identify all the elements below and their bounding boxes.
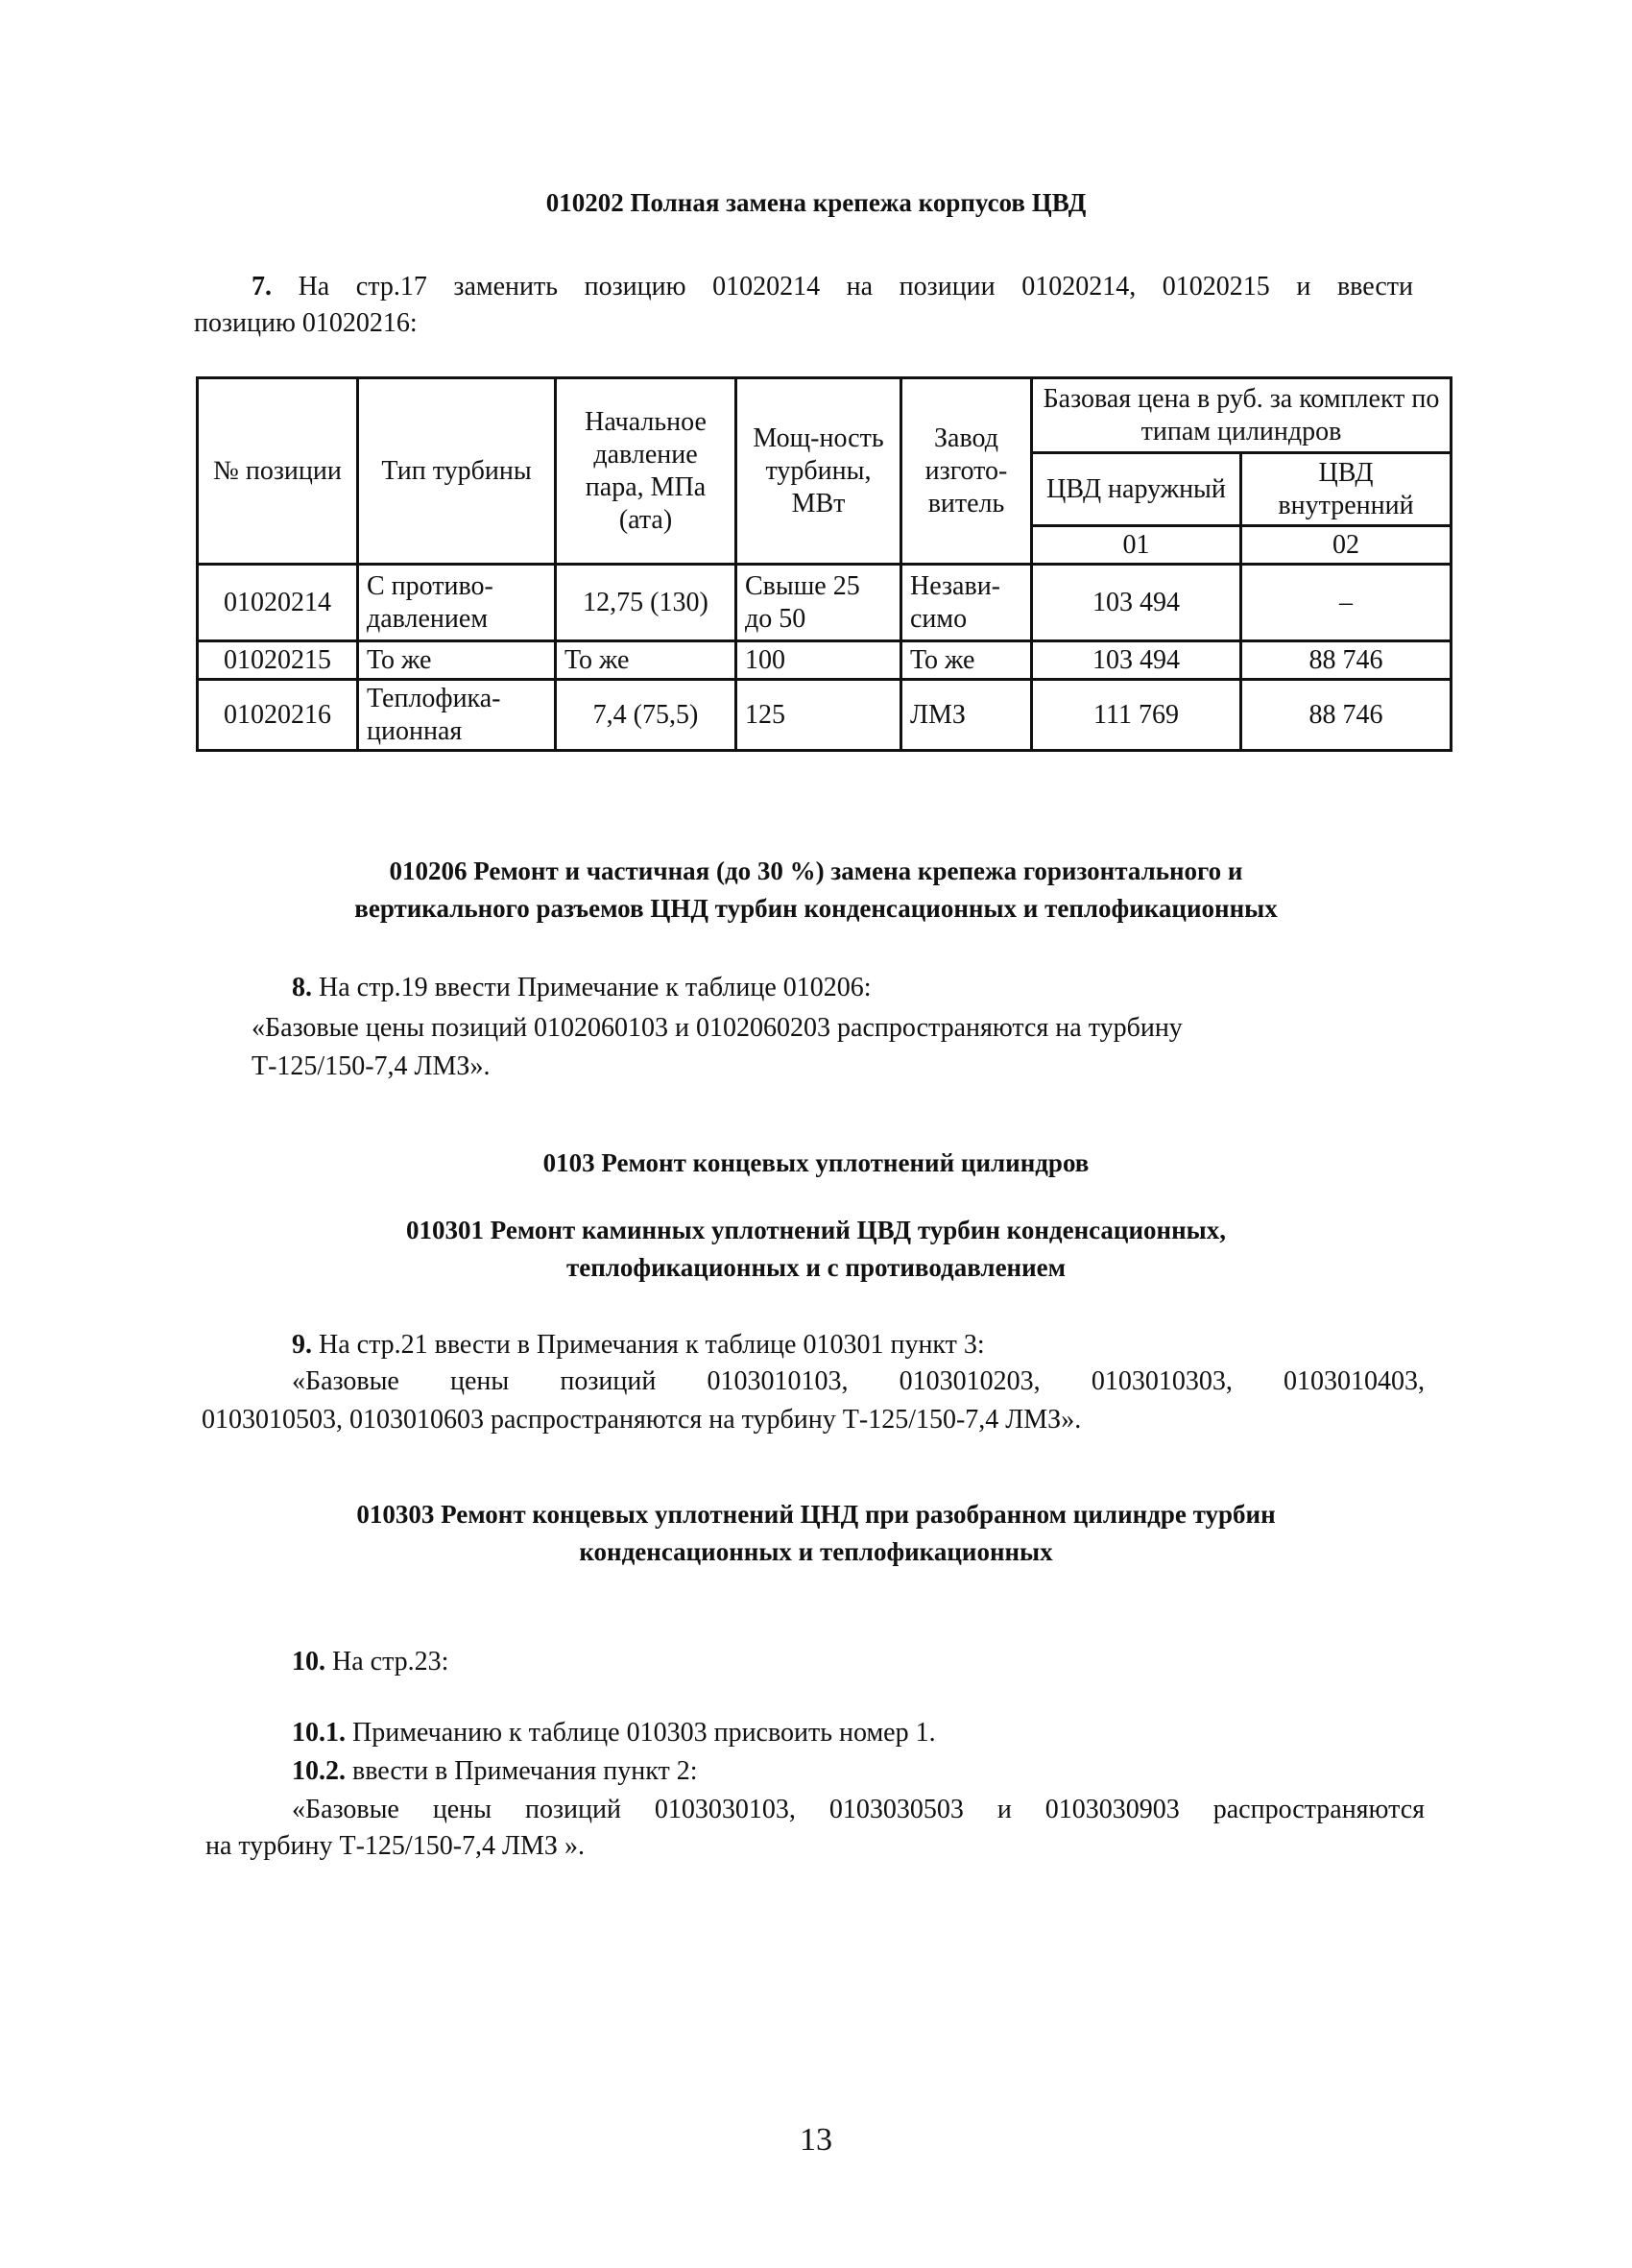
header-position: № позиции <box>198 378 358 565</box>
header-base-price: Базовая цена в руб. за комплект по типам цилиндров <box>1032 378 1452 453</box>
header-cvd-inner: ЦВД внутренний <box>1241 453 1452 526</box>
item-10-2 <box>292 1753 1405 1790</box>
quote-text: «Базовые цены позиций 0103010103, 0103010203, 0103010303, 0103010403, <box>292 1366 1425 1396</box>
cell-position: 01020216 <box>198 680 358 751</box>
quote-10-line2 <box>205 1828 1425 1865</box>
item-text: Примечанию к таблице 010303 присвоить номер 1. <box>346 1718 936 1748</box>
item-text: На стр.23: <box>325 1647 449 1677</box>
cell-manufacturer: Незави-симо <box>901 565 1032 641</box>
item-text: На стр.19 ввести Примечание к таблице 010206: <box>312 973 872 1002</box>
cell-pressure: То же <box>556 641 736 680</box>
table-row <box>198 565 1452 641</box>
header-power: Мощ-ность турбины, МВт <box>736 378 901 565</box>
section-heading-010303 <box>192 1496 1440 1571</box>
cell-pressure: 7,4 (75,5) <box>556 680 736 751</box>
table-row <box>198 680 1452 751</box>
section-heading-0103 <box>192 1145 1440 1182</box>
quote-text: «Базовые цены позиций 0103030103, 0103030503 и 0103030903 распространяются <box>292 1795 1425 1824</box>
quote-text: 0103010503, 0103010603 распространяются на турбину Т-125/150-7,4 ЛМЗ». <box>202 1405 1082 1435</box>
item-number: 10.1. <box>292 1718 346 1748</box>
cell-turbine-type: С противо-давлением <box>358 565 556 641</box>
cell-position: 01020214 <box>198 565 358 641</box>
quote-8-line2 <box>252 1049 1394 1085</box>
price-table <box>196 376 1452 752</box>
cell-price-01: 103 494 <box>1032 641 1241 680</box>
cell-price-01: 111 769 <box>1032 680 1241 751</box>
item-text: На стр.21 ввести в Примечания к таблице 010301 пункт 3: <box>312 1330 985 1360</box>
header-cvd-outer: ЦВД наружный <box>1032 453 1241 526</box>
table-row <box>198 641 1452 680</box>
cell-price-01: 103 494 <box>1032 565 1241 641</box>
cell-price-02: 88 746 <box>1241 641 1452 680</box>
section-heading-010206 <box>192 853 1440 928</box>
header-code-01: 01 <box>1032 526 1241 565</box>
page-number: 13 <box>800 2122 832 2158</box>
item-text: ввести в Примечания пункт 2: <box>346 1756 698 1786</box>
section-heading-010301 <box>192 1212 1440 1287</box>
item-number: 7. <box>252 272 272 302</box>
item-8 <box>292 970 1405 1006</box>
table-header-row <box>198 378 1452 453</box>
cell-price-02: – <box>1241 565 1452 641</box>
item-10 <box>292 1644 1405 1680</box>
heading-text: 0103 Ремонт концевых уплотнений цилиндров <box>542 1148 1090 1177</box>
item-number: 9. <box>292 1330 312 1360</box>
item-9 <box>292 1327 1405 1363</box>
cell-turbine-type: Теплофика-ционная <box>358 680 556 751</box>
heading-line: теплофикационных и с противодавлением <box>565 1253 1067 1282</box>
heading-text: 010202 Полная замена крепежа корпусов ЦВД <box>545 188 1087 217</box>
quote-9-line2 <box>202 1402 1425 1438</box>
item-number: 10.2. <box>292 1756 346 1786</box>
header-turbine-type: Тип турбины <box>358 378 556 565</box>
item-7-continuation <box>194 305 1413 342</box>
cell-position: 01020215 <box>198 641 358 680</box>
cell-pressure: 12,75 (130) <box>556 565 736 641</box>
quote-text: «Базовые цены позиций 0102060103 и 0102060203 распространяются на турбину <box>252 1013 1183 1043</box>
section-heading-010202 <box>192 184 1440 222</box>
heading-line: конденсационных и теплофикационных <box>579 1537 1053 1566</box>
quote-8-line1 <box>252 1010 1394 1047</box>
header-manufacturer: Завод изгото-витель <box>901 378 1032 565</box>
quote-10-line1 <box>292 1792 1425 1828</box>
cell-manufacturer: ЛМЗ <box>901 680 1032 751</box>
cell-manufacturer: То же <box>901 641 1032 680</box>
item-number: 8. <box>292 973 312 1002</box>
cell-power: 100 <box>736 641 901 680</box>
item-10-1 <box>292 1715 1405 1751</box>
header-code-02: 02 <box>1241 526 1452 565</box>
header-pressure: Начальное давление пара, МПа (ата) <box>556 378 736 565</box>
item-7 <box>252 269 1413 305</box>
heading-line: 010301 Ремонт каминных уплотнений ЦВД турбин конденсационных, <box>405 1216 1226 1244</box>
quote-9-line1 <box>292 1363 1425 1400</box>
cell-power: 125 <box>736 680 901 751</box>
cell-power: Свыше 25 до 50 <box>736 565 901 641</box>
item-text: На стр.17 заменить позицию 01020214 на позиции 01020214, 01020215 и ввести <box>272 272 1413 302</box>
heading-line: вертикального разъемов ЦНД турбин конденсационных и теплофикационных <box>354 894 1278 923</box>
cell-turbine-type: То же <box>358 641 556 680</box>
quote-text: Т-125/150-7,4 ЛМЗ». <box>252 1051 491 1081</box>
heading-line: 010206 Ремонт и частичная (до 30 %) замена крепежа горизонтального и <box>389 857 1243 885</box>
item-number: 10. <box>292 1647 325 1677</box>
heading-line: 010303 Ремонт концевых уплотнений ЦНД при разобранном цилиндре турбин <box>356 1500 1276 1529</box>
quote-text: на турбину Т-125/150-7,4 ЛМЗ ». <box>205 1831 585 1861</box>
item-text: позицию 01020216: <box>194 308 418 338</box>
cell-price-02: 88 746 <box>1241 680 1452 751</box>
